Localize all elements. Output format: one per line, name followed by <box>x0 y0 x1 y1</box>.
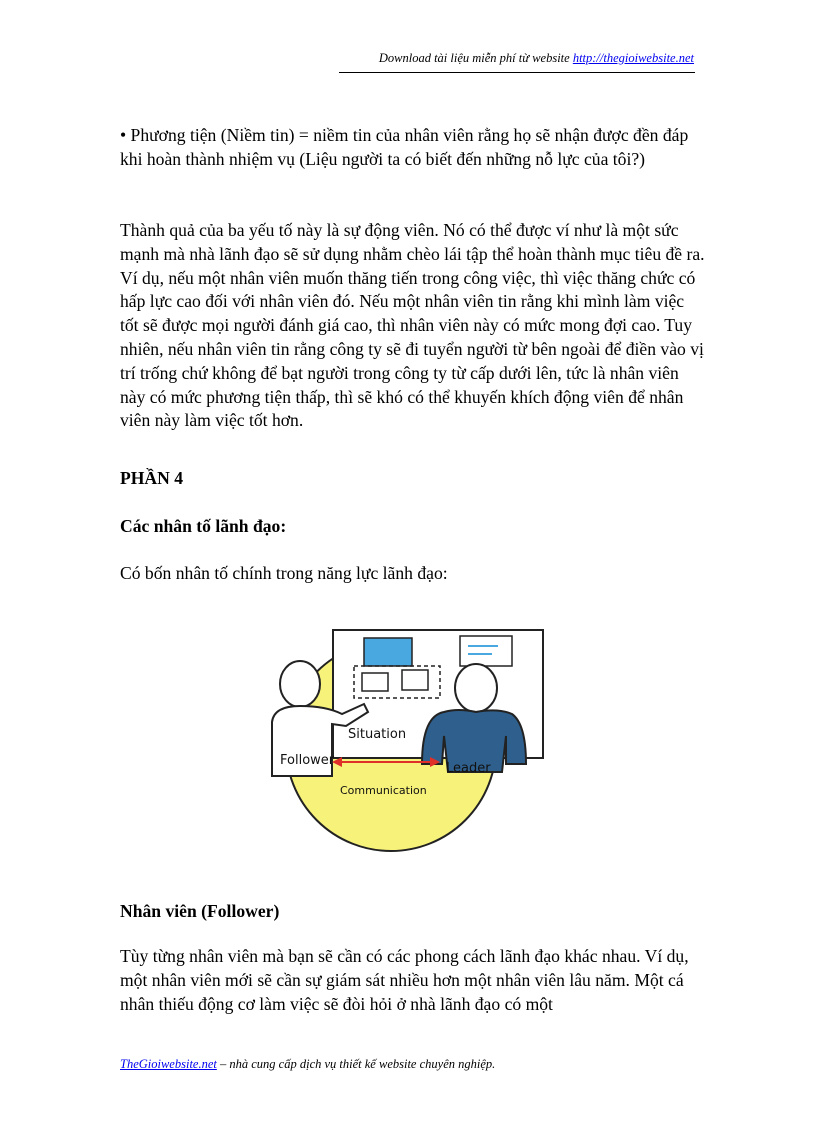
page-footer <box>120 1057 495 1072</box>
follower-head-icon <box>280 661 320 707</box>
footer-link[interactable]: TheGioiwebsite.net <box>120 1057 217 1071</box>
section-heading-factors: Các nhân tố lãnh đạo: <box>120 516 287 536</box>
label-leader: Leader <box>446 761 491 776</box>
paragraph-follower: Tùy từng nhân viên mà bạn sẽ cần có các phong cách lãnh đạo khác nhau. Ví dụ, một nhân viên mới sẽ cần sự giám sát nhiều hơn một nhân viên lâu năm. Một cá nhân thiếu động cơ làm việc sẽ đòi hỏi ở nhà lãnh đạo có một <box>120 946 689 1014</box>
paragraph-expectancy: • Phương tiện (Niềm tin) = niềm tin của nhân viên rằng họ sẽ nhận được đền đáp khi hoàn thành nhiệm vụ (Liệu người ta có biết đến những nỗ lực của tôi?) <box>120 125 689 169</box>
label-communication: Communication <box>340 784 427 797</box>
footer-text: – nhà cung cấp dịch vụ thiết kế website chuyên nghiệp. <box>216 1057 496 1071</box>
header-divider <box>339 72 695 73</box>
paragraph-four-factors: Có bốn nhân tố chính trong năng lực lãnh đạo: <box>120 563 448 583</box>
label-follower: Follower <box>280 753 335 768</box>
diagram-svg <box>236 596 580 854</box>
board-panel-icon <box>460 636 512 666</box>
leadership-factors-diagram <box>236 596 580 854</box>
header-link[interactable]: http://thegioiwebsite.net <box>572 51 694 65</box>
section-heading-follower: Nhân viên (Follower) <box>120 901 280 921</box>
page-header <box>340 51 694 66</box>
section-heading-part: PHẦN 4 <box>120 468 184 488</box>
leader-head-icon <box>455 664 497 712</box>
board-screen-icon <box>364 638 412 666</box>
label-situation: Situation <box>348 727 407 742</box>
paragraph-motivation: Thành quả của ba yếu tố này là sự động viên. Nó có thể được ví như là một sức mạnh mà nhà lãnh đạo sẽ sử dụng nhằm chèo lái tập thể hoàn thành mục tiêu đề ra. Ví dụ, nếu một nhân viên muốn thăng tiến trong công việc, thì việc thăng chức có hấp lực cao đối với nhân viên đó. Nếu một nhân viên tin rằng khi mình làm việc tốt sẽ được mọi người đánh giá cao, thì nhân viên này có mức mong đợi cao. Tuy nhiên, nếu nhân viên tin rằng công ty sẽ đi tuyển người từ bên ngoài để điền vào vị trí trống chứ không để bạt người trong công ty từ cấp dưới lên, tức là nhân viên này có mức phương tiện thấp, thì sẽ khó có thể khuyến khích động viên để nhân viên này làm việc tốt hơn. <box>120 220 705 431</box>
header-text: Download tài liệu miễn phí từ website <box>378 51 573 65</box>
